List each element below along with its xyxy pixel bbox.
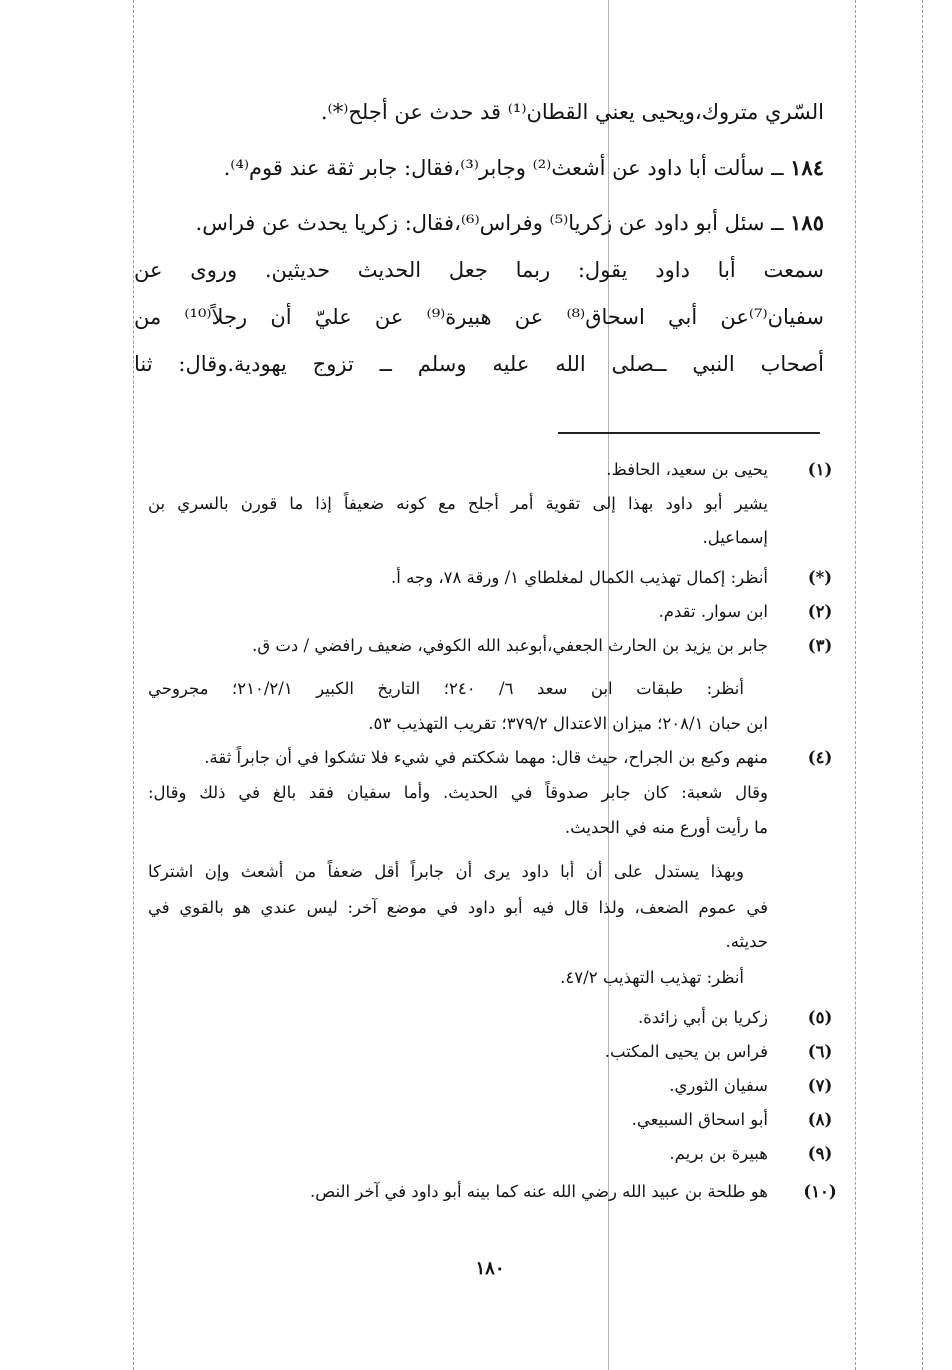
footnote-marker: (٧) [807, 1076, 833, 1095]
entry-number: ١٨٥ [790, 210, 824, 235]
footnote-text: منهم وكيع بن الجراح، حيث قال: مهما شككتم في شيء فلا تشكوا في أن جابراً ثقة. [204, 748, 768, 767]
footnote-continuation: إسماعيل. [702, 528, 768, 547]
scan-fold-line [855, 0, 856, 1370]
footnote-marker: (٦) [807, 1042, 833, 1061]
entry-185 [134, 210, 824, 235]
main-line: سمعت أبا داود يقول: ربما جعل الحديث حديثين. وروى عن [134, 258, 824, 282]
footnote-continuation: ما رأيت أورع منه في الحديث. [564, 818, 768, 837]
footnote-marker: (٢) [807, 602, 833, 621]
entry-number: ١٨٤ [790, 155, 824, 180]
footnote-text: ابن سوار. تقدم. [658, 602, 768, 621]
scan-fold-line [133, 0, 134, 1370]
entry-text: ــ سئل أبو داود عن زكريا⁽⁵⁾ وفراس⁽⁶⁾،فقال: زكريا يحدث عن فراس. [195, 211, 791, 235]
footnote-text: هو طلحة بن عبيد الله رضي الله عنه كما بينه أبو داود في آخر النص. [310, 1182, 768, 1201]
footnote-marker: (٥) [807, 1008, 833, 1027]
footnote-text: سفيان الثوري. [669, 1076, 768, 1095]
footnote-text: أنظر: إكمال تهذيب الكمال لمغلطاي ١/ ورقة ٧٨، وجه أ. [391, 568, 768, 587]
footnote-text: جابر بن يزيد بن الحارث الجعفي،أبوعبد الله الكوفي، ضعيف رافضي / دت ق. [252, 636, 768, 655]
footnote-marker: (٤) [807, 748, 833, 767]
main-line: سفيان⁽⁷⁾عن أبي اسحاق⁽⁸⁾ عن هبيرة⁽⁹⁾ عن عليّ أن رجلاً⁽¹⁰⁾ من [134, 305, 824, 329]
entry-text: ــ سألت أبا داود عن أشعث⁽²⁾ وجابر⁽³⁾،فقال: جابر ثقة عند قوم⁽⁴⁾. [223, 156, 791, 180]
footnote-marker: (٩) [807, 1144, 833, 1163]
footnote-marker: (٨) [807, 1110, 833, 1129]
footnote-text: فراس بن يحيى المكتب. [604, 1042, 768, 1061]
footnote-text: هبيرة بن بريم. [669, 1144, 768, 1163]
footnote-continuation: يشير أبو داود بهذا إلى تقوية أمر أجلح مع كونه ضعيفاً إذا ما قورن بالسري بن [148, 494, 768, 513]
main-line: أصحاب النبي ــصلى الله عليه وسلم ــ تزوج يهودية.وقال: ثنا [134, 352, 824, 376]
footnote-text: يحيى بن سعيد، الحافظ. [606, 460, 768, 479]
footnote-continuation: أنظر: طبقات ابن سعد ٦/ ٢٤٠؛ التاريخ الكبير ٢١٠/٢/١؛ مجروحي [148, 679, 744, 698]
footnote-continuation: وقال شعبة: كان جابر صدوقاً في الحديث. وأما سفيان فقد بالغ في ذلك وقال: [148, 783, 768, 802]
entry-184 [134, 155, 824, 180]
footnote-continuation: ابن حبان ٢٠٨/١؛ ميزان الاعتدال ٣٧٩/٢؛ تقريب التهذيب ٥٣. [368, 714, 768, 733]
footnote-text: زكريا بن أبي زائدة. [637, 1008, 768, 1027]
footnote-marker: (١٠) [803, 1182, 837, 1201]
footnote-continuation: في عموم الضعف، ولذا قال فيه أبو داود في موضع آخر: ليس عندي هو بالقوي في [148, 898, 768, 917]
footnote-text: أبو اسحاق السبيعي. [631, 1110, 768, 1129]
page-number: ١٨٠ [475, 1258, 505, 1279]
footnote-marker: (١) [807, 460, 833, 479]
footnote-continuation: وبهذا يستدل على أن أبا داود يرى أن جابراً أقل ضعفاً من أشعث وإن اشتركا [148, 862, 744, 881]
main-line: السّري متروك،ويحيى يعني القطان⁽¹⁾ قد حدث عن أجلح⁽*⁾. [320, 100, 824, 124]
footnote-marker: (٣) [807, 636, 833, 655]
footnote-continuation: حديثه. [725, 932, 768, 951]
footnote-marker: (*) [807, 568, 833, 587]
footnote-separator [558, 432, 820, 434]
footnote-continuation: أنظر: تهذيب التهذيب ٤٧/٢. [560, 968, 744, 987]
scan-fold-line [922, 0, 923, 1370]
